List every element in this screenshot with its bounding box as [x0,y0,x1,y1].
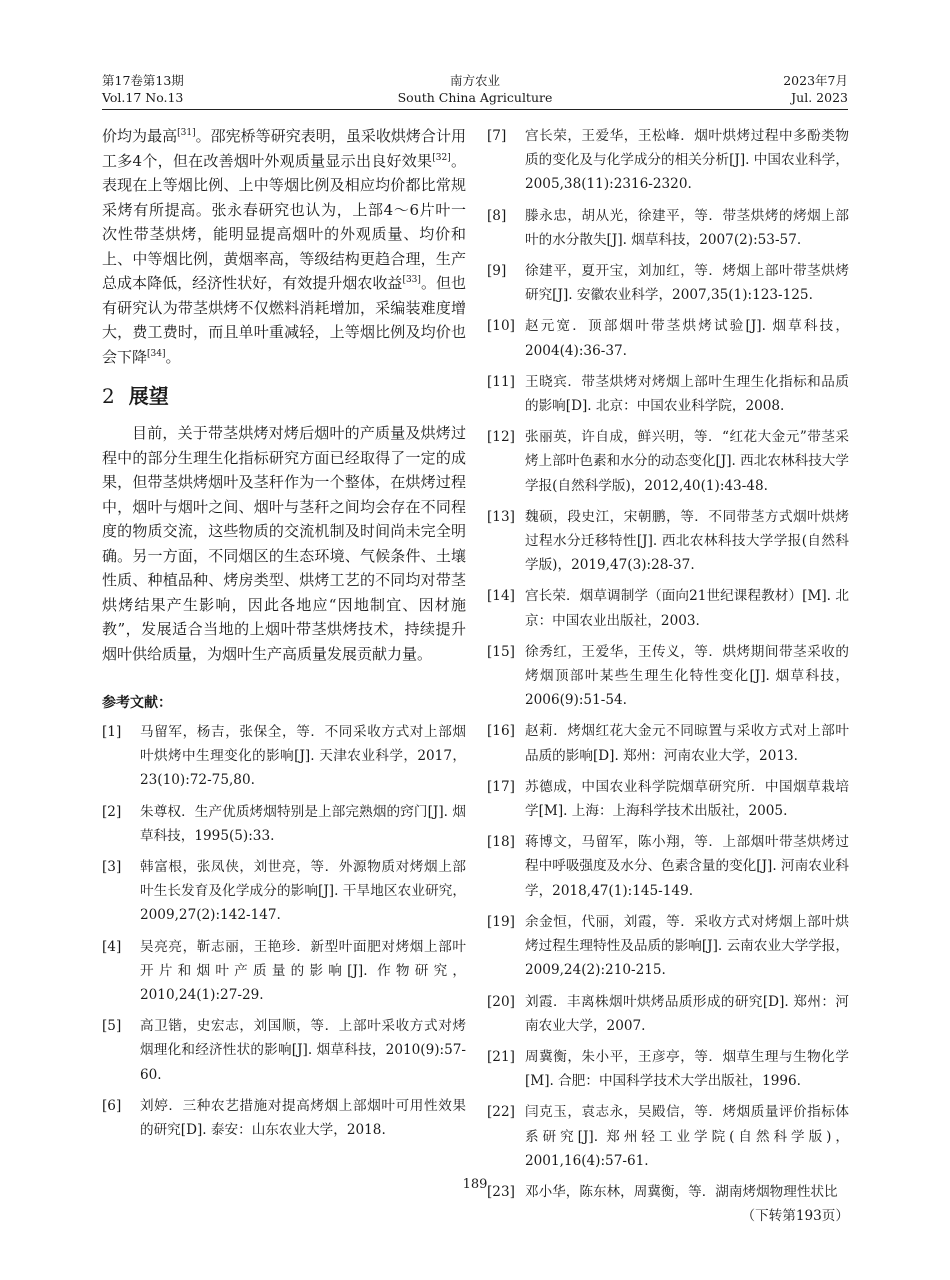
reference-item [487,719,849,767]
reference-text: 王晓宾．带茎烘烤对烤烟上部叶生理生化指标和品质的影响[D]. 北京：中国农业科学院，2008. [525,373,849,415]
reference-number: [15] [487,643,515,660]
reference-number: [21] [487,1048,515,1065]
reference-number: [2] [102,803,122,820]
reference-text: 徐秀红，王爱华，王传义，等．烘烤期间带茎采收的烤烟顶部叶某些生理生化特性变化[J]. 烟草科技，2006(9):51-54. [525,643,849,709]
reference-item [102,1094,466,1142]
reference-item [487,990,849,1038]
reference-item [487,314,849,362]
reference-text: 余金恒，代丽，刘霞，等．采收方式对烤烟上部叶烘烤过程生理特性及品质的影响[J]. 云南农业大学学报，2009,24(2):210-215. [525,913,849,979]
reference-number: [18] [487,834,515,851]
citation: [33] [402,275,421,285]
reference-item [487,370,849,418]
reference-text: 赵元宽．顶部烟叶带茎烘烤试验[J]. 烟草科技，2004(4):36-37. [525,318,849,359]
reference-item [487,505,849,578]
reference-number: [22] [487,1104,515,1121]
reference-number: [1] [102,724,122,740]
reference-number: [11] [487,373,515,390]
right-column [487,124,849,1227]
reference-text: 闫克玉，袁志永，吴殿信，等．烤烟质量评价指标体系研究[J]. 郑州轻工业学院(自然科学版)，2001,16(4):57-61. [525,1104,849,1169]
journal-volume-issue: 第17卷第13期 Vol.17 No.13 [102,73,184,105]
reference-number: [10] [487,318,515,335]
reference-text: 马留军，杨吉，张保全，等．不同采收方式对上部烟叶烘烤中生理变化的影响[J]. 天津农业科学，2017，23(10):72-75,80. [140,724,466,789]
section-number: 2 [102,384,115,408]
header-rule [102,109,848,110]
journal-name: 南方农业 South China Agriculture [397,73,553,105]
reference-text: 韩富根，张凤侠，刘世亮，等．外源物质对烤烟上部叶生长发育及化学成分的影响[J]. 干旱地区农业研究，2009,27(2):142-147. [140,859,466,924]
citation: [32] [432,152,451,163]
section-title: 展望 [128,384,169,408]
reference-item [487,124,849,197]
issue-date: 2023年7月 Jul. 2023 [783,73,848,105]
reference-number: [17] [487,778,515,795]
reference-text: 苏德成，中国农业科学院烟草研究所．中国烟草栽培学[M]. 上海：上海科学技术出版社，2005. [525,778,849,820]
reference-number: [12] [487,429,515,446]
body-paragraph: 价均为最高[31]。邵宪桥等研究表明，虽采收烘烤合计用工多4个，但在改善烟叶外观质量显示出良好效果[32]。表现在上等烟比例、上中等烟比例及相应均价都比常规采烤有所提高。张永春研究也认为，上部4～6片叶一次性带茎烘烤，能明显提高烟叶的外观质量、均价和上、中等烟比例，黄烟率高，等级结构更趋合理，生产总成本降低，经济性状好，有效提升烟农收益[33]。但也有研究认为带茎烘烤不仅燃料消耗增加，采编装难度增大，费工费时，而且单叶重减轻，上等烟比例及均价也会下降[34]。 [102,127,466,366]
reference-text: 滕永忠，胡从光，徐建平，等．带茎烘烤的烤烟上部叶的水分散失[J]. 烟草科技，2007(2):53-57. [525,207,849,248]
reference-item [487,584,849,632]
page-number: 189 [462,1177,488,1192]
reference-number: [9] [487,263,507,280]
left-column [102,124,466,1149]
reference-item [102,935,466,1008]
reference-item [102,720,466,793]
reference-text: 朱尊权．生产优质烤烟特别是上部完熟烟的窍门[J]. 烟草科技，1995(5):33. [140,803,466,844]
citation: [34] [147,348,166,359]
continued-note: （下转第193页） [741,1208,849,1225]
reference-number: [4] [102,938,122,955]
reference-text: 高卫锴，史宏志，刘国顺，等．上部叶采收方式对烤烟理化和经济性状的影响[J]. 烟草科技，2010(9):57-60. [140,1018,466,1083]
reference-item [487,1100,849,1173]
reference-item [487,204,849,252]
reference-number: [23] [487,1183,515,1200]
reference-number: [8] [487,207,507,224]
reference-number: [16] [487,723,515,740]
reference-number: [14] [487,588,515,605]
reference-item [487,830,849,903]
reference-number: [6] [102,1097,122,1114]
reference-item [487,259,849,307]
reference-item [487,910,849,983]
running-header [102,72,848,110]
reference-item [102,855,466,928]
reference-text: 魏硕，段史江，宋朝鹏，等．不同带茎方式烟叶烘烤过程水分迁移特性[J]. 西北农林科技大学学报(自然科学版)，2019,47(3):28-37. [525,508,849,574]
body-paragraph: 目前，关于带茎烘烤对烤后烟叶的产质量及烘烤过程中的部分生理生化指标研究方面已经取得了一定的成果，但带茎烘烤烟叶及茎秆作为一个整体，在烘烤过程中，烟叶与烟叶之间、烟叶与茎秆之间均会存在不同程度的物质交流，这些物质的交流机制及时间尚未完全明确。另一方面，不同烟区的生态环境、气候条件、土壤性质、种植品种、烤房类型、烘烤工艺的不同均对带茎烘烤结果产生影响，因此各地应“因地制宜、因材施教”，发展适合当地的上烟叶带茎烘烤技术，持续提升烟叶供给质量，为烟叶生产高质量发展贡献力量。 [102,424,466,663]
reference-item [487,640,849,713]
references-heading: 参考文献： [102,695,172,711]
reference-number: [20] [487,993,515,1010]
reference-number: [13] [487,508,515,525]
reference-text: 周冀衡，朱小平，王彦亭，等．烟草生理与生物化学[M]. 合肥：中国科学技术大学出版社，1996. [525,1048,849,1090]
reference-text: 邓小华，陈东林，周冀衡，等．湖南烤烟物理性状比 [525,1183,838,1200]
section-heading [102,381,466,411]
reference-number: [19] [487,913,515,930]
reference-text: 赵莉．烤烟红花大金元不同晾置与采收方式对上部叶品质的影响[D]. 郑州：河南农业大学，2013. [525,723,849,764]
reference-text: 宫长荣，王爱华，王松峰．烟叶烘烤过程中多酚类物质的变化及与化学成分的相关分析[J]. 中国农业科学，2005,38(11):2316-2320. [525,128,849,193]
reference-text: 张丽英，许自成，鲜兴明，等．“红花大金元”带茎采烤上部叶色素和水分的动态变化[J]. 西北农林科技大学学报(自然科学版)，2012,40(1):43-48. [525,429,849,494]
reference-item [487,425,849,498]
reference-item [102,800,466,848]
reference-number: [3] [102,859,122,876]
reference-text: 蒋博文，马留军，陈小翔，等．上部烟叶带茎烘烤过程中呼吸强度及水分、色素含量的变化[J]. 河南农业科学，2018,47(1):145-149. [525,834,849,899]
reference-list [102,720,466,1142]
reference-item [102,1014,466,1087]
citation: [31] [177,128,196,138]
reference-text: 刘霞．丰离株烟叶烘烤品质形成的研究[D]. 郑州：河南农业大学，2007. [525,993,849,1034]
reference-number: [7] [487,128,507,144]
reference-item [487,1045,849,1093]
reference-text: 徐建平，夏开宝，刘加红，等．烤烟上部叶带茎烘烤研究[J]. 安徽农业科学，2007,35(1):123-125. [525,263,849,304]
reference-text: 吴亮亮，靳志丽，王艳珍．新型叶面肥对烤烟上部叶开片和烟叶产质量的影响[J]. 作物研究，2010,24(1):27-29. [140,938,466,1004]
reference-number: [5] [102,1018,122,1035]
reference-item [487,775,849,823]
reference-text: 宫长荣．烟草调制学（面向21世纪课程教材）[M]. 北京：中国农业出版社，2003. [525,588,849,629]
reference-list [487,124,849,1204]
reference-text: 刘婷．三种农艺措施对提高烤烟上部烟叶可用性效果的研究[D]. 泰安：山东农业大学，2018. [140,1097,466,1139]
